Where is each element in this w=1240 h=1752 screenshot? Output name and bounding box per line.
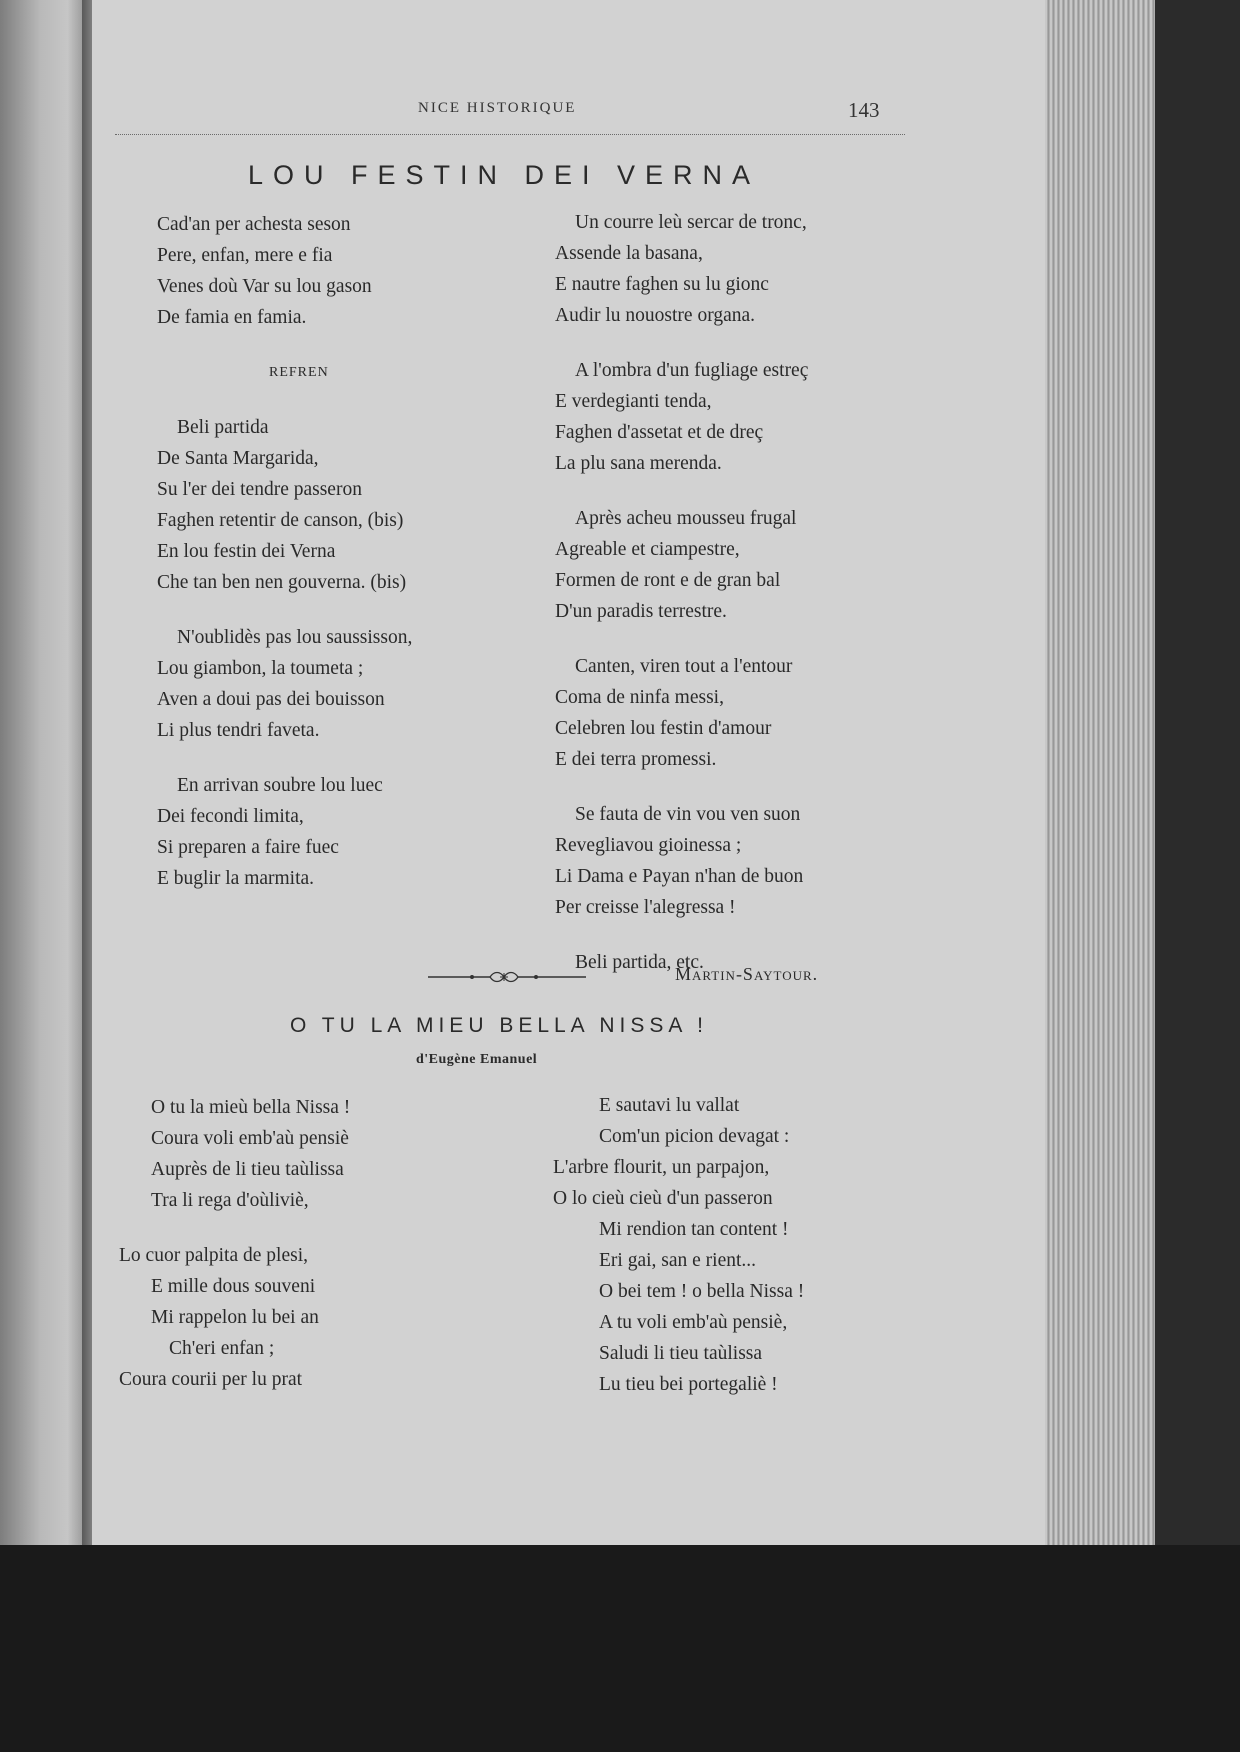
verse-line: Li plus tendri faveta. (157, 720, 320, 741)
verse-line: Cad'an per achesta seson (157, 214, 351, 235)
verse-line: Tra li rega d'oùliviè, (151, 1190, 309, 1211)
verse-line: En arrivan soubre lou luec (177, 775, 383, 796)
verse-line: Eri gai, san e rient... (599, 1250, 757, 1271)
verse-line: Pere, enfan, mere e fia (157, 245, 333, 266)
verse-line: O tu la mieù bella Nissa ! (151, 1097, 351, 1118)
verse-line: Per creisse l'alegressa ! (555, 897, 736, 918)
verse-line: O lo cieù cieù d'un passeron (553, 1188, 773, 1209)
verse-line: Beli partida, etc. (575, 952, 704, 973)
poem2-author: d'Eugène Emanuel (416, 1052, 538, 1067)
running-head: NICE HISTORIQUE (418, 100, 577, 116)
verse-line: Mi rendion tan content ! (599, 1219, 789, 1240)
verse-line: Assende la basana, (555, 243, 703, 264)
verse-line: De Santa Margarida, (157, 448, 319, 469)
stanza-gap (151, 1216, 350, 1240)
verse-line: Lo cuor palpita de plesi, (119, 1245, 308, 1266)
verse-line: Com'un picion devagat : (599, 1126, 790, 1147)
verse-line: Mi rappelon lu bei an (151, 1307, 319, 1328)
verse-line: Auprès de li tieu taùlissa (151, 1159, 344, 1180)
poem2-right-column (553, 1090, 804, 1400)
stanza-gap (157, 388, 412, 412)
verse-line: Revegliavou gioinessa ; (555, 835, 742, 856)
verse-line: Lu tieu bei portegaliè ! (599, 1374, 778, 1395)
page-number: 143 (848, 98, 880, 122)
verse-line: Li Dama e Payan n'han de buon (555, 866, 804, 887)
stanza-gap (555, 775, 808, 799)
verse-line: De famia en famia. (157, 307, 307, 328)
stanza-gap (157, 598, 412, 622)
verse-line: Agreable et ciampestre, (555, 539, 740, 560)
verse-line: En lou festin dei Verna (157, 541, 336, 562)
verse-line: Coura voli emb'aù pensiè (151, 1128, 349, 1149)
poem1-title: LOU FESTIN DEI VERNA (248, 160, 761, 190)
verse-line: D'un paradis terrestre. (555, 601, 727, 622)
verse-line: Audir lu nouostre organa. (555, 305, 756, 326)
stanza-gap (157, 746, 412, 770)
verse-line: Faghen retentir de canson, (bis) (157, 510, 404, 531)
verse-line: Venes doù Var su lou gason (157, 276, 372, 297)
header-rule (115, 134, 905, 135)
verse-line: E dei terra promessi. (555, 749, 717, 770)
verse-line: L'arbre flourit, un parpajon, (553, 1157, 770, 1178)
verse-line: A tu voli emb'aù pensiè, (599, 1312, 788, 1333)
verse-line: A l'ombra d'un fugliage estreç (575, 360, 809, 381)
verse-line: Dei fecondi limita, (157, 806, 304, 827)
verse-line: Un courre leù sercar de tronc, (575, 212, 807, 233)
verse-line: Canten, viren tout a l'entour (575, 656, 793, 677)
poem2-left-column (119, 1092, 351, 1395)
verse-line: Aven a doui pas dei bouisson (157, 689, 385, 710)
verse-line: La plu sana merenda. (555, 453, 722, 474)
verse-line: N'oublidès pas lou saussisson, (177, 627, 413, 648)
poem2-title: O TU LA MIEU BELLA NISSA ! (290, 1014, 708, 1037)
verse-line: Coma de ninfa messi, (555, 687, 724, 708)
verse-line: Su l'er dei tendre passeron (157, 479, 362, 500)
verse-line: Formen de ront e de gran bal (555, 570, 781, 591)
stanza-gap (157, 333, 412, 357)
stanza-gap (555, 923, 808, 947)
poem1-signature: Martin-Saytour. (675, 964, 819, 984)
verse-line: Si preparen a faire fuec (157, 837, 339, 858)
verse-line: O bei tem ! o bella Nissa ! (599, 1281, 805, 1302)
verse-line: Faghen d'assetat et de dreç (555, 422, 764, 443)
stanza-gap (555, 331, 808, 355)
poem1-right-column (555, 207, 808, 978)
poem1-left-column (157, 209, 412, 894)
refrain-label: REFREN (269, 365, 329, 380)
verse-line: Ch'eri enfan ; (169, 1338, 275, 1359)
verse-line: E nautre faghen su lu gionc (555, 274, 769, 295)
verse-line: E verdegianti tenda, (555, 391, 712, 412)
stanza-gap (555, 479, 808, 503)
stanza-gap (555, 627, 808, 651)
verse-line: Saludi li tieu taùlissa (599, 1343, 763, 1364)
ornament-divider (428, 970, 588, 984)
verse-line: Lou giambon, la toumeta ; (157, 658, 364, 679)
verse-line: Che tan ben nen gouverna. (bis) (157, 572, 407, 593)
verse-line: E sautavi lu vallat (599, 1095, 740, 1116)
verse-line: Après acheu mousseu frugal (575, 508, 797, 529)
verse-line: E buglir la marmita. (157, 868, 315, 889)
verse-line: Se fauta de vin vou ven suon (575, 804, 801, 825)
verse-line: Celebren lou festin d'amour (555, 718, 772, 739)
verse-line: Coura courii per lu prat (119, 1369, 303, 1390)
verse-line: Beli partida (177, 417, 269, 438)
verse-line: E mille dous souveni (151, 1276, 316, 1297)
